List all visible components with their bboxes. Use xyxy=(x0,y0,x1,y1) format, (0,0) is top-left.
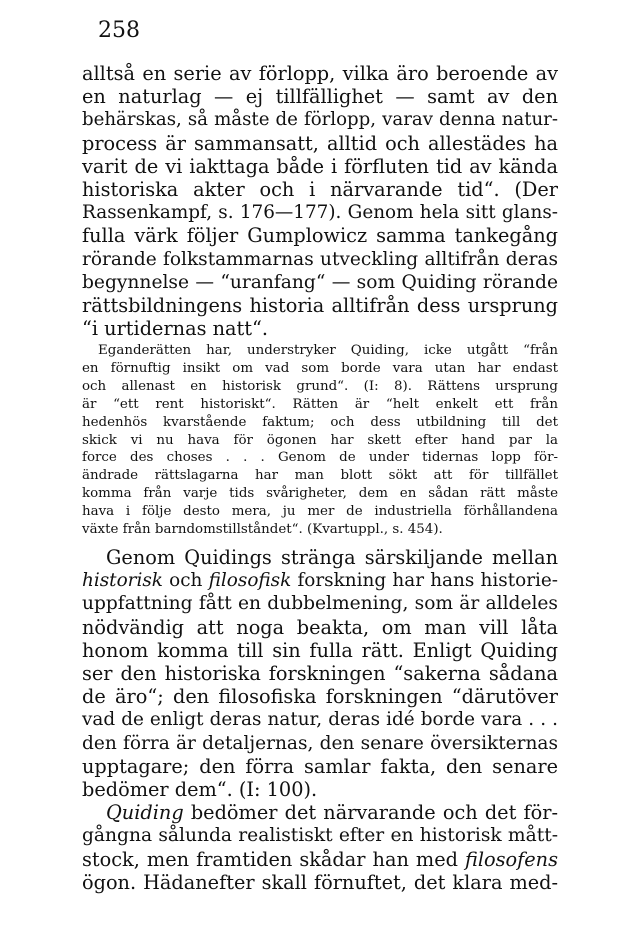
note-line: och allenast en historisk grund“. (I: 8). Rättens ursprung xyxy=(82,378,558,394)
text-line: Genom Quidings stränga särskiljande mellan xyxy=(106,546,558,569)
text-line: ögon. Hädanefter skall förnuftet, det klara med- xyxy=(82,870,558,894)
text-line: alltså en serie av förlopp, vilka äro beroende av xyxy=(82,62,558,85)
text-fragment: bedömer det närvarande och det för- xyxy=(183,801,558,825)
italic-term: filosofisk xyxy=(208,570,292,592)
text-line: varit de vi iakttaga både i förfluten tid av kända xyxy=(82,154,558,178)
text-fragment: och xyxy=(162,570,209,592)
note-line: är “ett rent historiskt“. Rätten är “helt enkelt ett från xyxy=(82,396,558,412)
italic-term: filosofens xyxy=(465,847,558,871)
text-fragment: forskning har hans historie- xyxy=(291,570,558,592)
text-line: de äro“; den filosofiska forskningen “därutöver xyxy=(82,685,558,709)
text-line: upptagare; den förra samlar fakta, den senare xyxy=(82,754,558,778)
text-line: behärskas, så måste de förlopp, varav denna natur- xyxy=(82,109,558,131)
text-line: bedömer dem“. (I: 100). xyxy=(82,778,318,802)
text-line: rättsbildningens historia alltifrån dess ursprung xyxy=(82,294,558,318)
text-line xyxy=(82,848,558,871)
note-line: ändrade rättslagarna har man blott sökt att för tillfället xyxy=(82,468,558,484)
text-line: historiska akter och i närvarande tid“. (Der xyxy=(82,178,558,202)
note-line: Eganderätten har, understryker Quiding, icke utgått “från xyxy=(98,343,558,358)
paragraph-1 xyxy=(82,62,558,340)
text-line: begynnelse — “uranfang“ — som Quiding rörande xyxy=(82,271,558,293)
text-line: process är sammansatt, alltid och allestädes ha xyxy=(82,131,558,155)
text-line: “i urtidernas natt“. xyxy=(82,317,269,341)
note-line: komma från varje tids svårigheter, dem en sådan rätt måste xyxy=(82,486,558,502)
text-line xyxy=(82,569,558,592)
note-line: skick vi nu hava för ögonen har skett efter hand par la xyxy=(82,432,558,448)
text-line: nödvändig att noga beakta, om man vill låta xyxy=(82,615,558,639)
text-line: honom komma till sin fulla rätt. Enligt Quiding xyxy=(82,638,558,662)
note-line: hedenhös kvarstående faktum; och dess utbildning till det xyxy=(82,414,558,430)
text-line: Rassenkampf, s. 176—177). Genom hela sitt glans- xyxy=(82,202,558,224)
text-line: gångna sålunda realistiskt efter en historisk mått- xyxy=(82,825,558,847)
text-line: ser den historiska forskningen “sakerna sådana xyxy=(82,662,558,686)
note-line: force des choses . . . Genom de under tidernas lopp för- xyxy=(82,450,558,466)
text-line: vad de enligt deras natur, deras idé borde vara . . . xyxy=(82,709,558,731)
text-fragment: stock, men framtiden skådar han med xyxy=(82,847,465,871)
page-number: 258 xyxy=(98,18,140,43)
text-line: uppfattning fått en dubbelmening, som är alldeles xyxy=(82,593,558,615)
text-line: den förra är detaljernas, den senare översikternas xyxy=(82,732,558,754)
text-line: fulla värk följer Gumplowicz samma tankegång xyxy=(82,224,558,248)
text-line: en naturlag — ej tillfällighet — samt av den xyxy=(82,85,558,109)
footnote-block xyxy=(82,342,558,539)
note-line: hava i följe desto mera, ju mer de industriella förhållandena xyxy=(82,504,558,520)
text-line xyxy=(82,801,558,824)
note-line: en förnuftig insikt om vad som borde vara utan har endast xyxy=(82,360,558,376)
paragraph-2 xyxy=(82,546,558,894)
italic-term: historisk xyxy=(82,570,163,592)
note-line: växte från barndomstillståndet“. (Kvartuppl., s. 454). xyxy=(82,522,443,538)
text-line: rörande folkstammarnas utveckling alltifrån deras xyxy=(82,248,558,270)
italic-term: Quiding xyxy=(106,801,184,825)
